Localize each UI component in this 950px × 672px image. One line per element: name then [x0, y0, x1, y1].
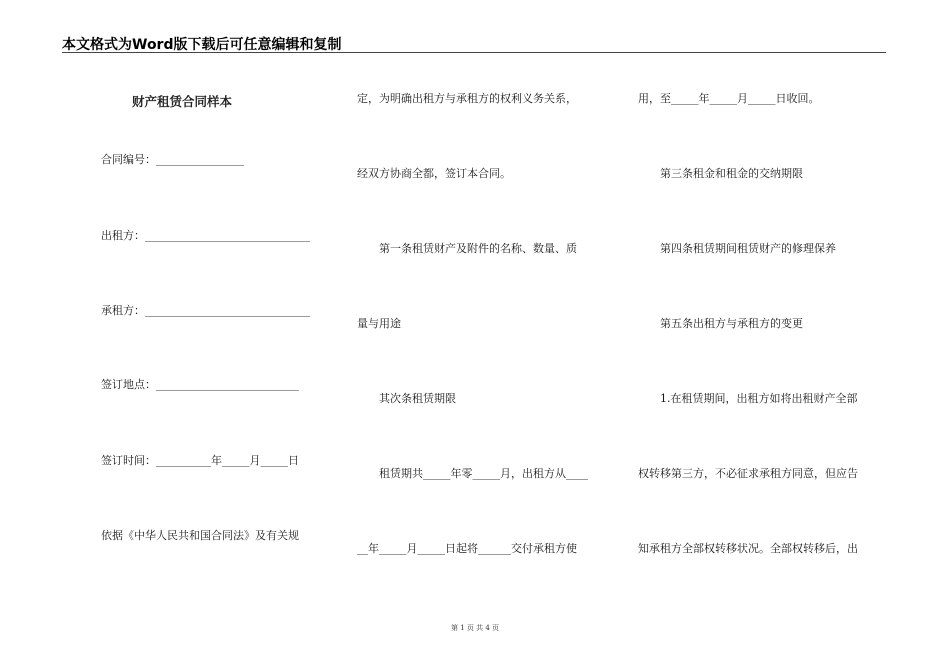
- page-header: 本文格式为Word版下载后可任意编辑和复制: [62, 37, 342, 53]
- lessee-line: 承租方：______________________________: [101, 304, 310, 317]
- col3-line-3: 第四条租赁期间租赁财产的修理保养: [638, 242, 836, 255]
- sign-time-line: 签订时间：__________年_____月_____日: [101, 454, 299, 467]
- col2-line-4: 量与用途: [357, 317, 401, 330]
- lessor-line: 出租方：______________________________: [101, 229, 310, 242]
- header-rule: [62, 52, 886, 53]
- col3-line-1: 用，至_____年_____月_____日收回。: [638, 92, 820, 105]
- col2-line-3: 第一条租赁财产及附件的名称、数量、质: [357, 242, 577, 255]
- col3-line-7: 知承租方全部权转移状况。全部权转移后，出: [638, 542, 858, 555]
- col3-line-4: 第五条出租方与承租方的变更: [638, 317, 803, 330]
- document-title: 财产租赁合同样本: [132, 94, 233, 109]
- col3-line-6: 权转移第三方，不必征求承租方同意，但应告: [638, 467, 858, 480]
- contract-number-line: 合同编号：________________: [101, 153, 244, 166]
- page-number-footer: 第 1 页 共 4 页: [450, 624, 500, 632]
- col3-line-5: 1.在租赁期间，出租方如将出租财产全部: [638, 392, 858, 405]
- col3-line-2: 第三条租金和租金的交纳期限: [638, 167, 803, 180]
- col2-line-7: __年_____月_____日起将______交付承租方使: [357, 542, 577, 555]
- basis-line: 依据《中华人民共和国合同法》及有关规: [101, 529, 299, 542]
- col2-line-2: 经双方协商全都，签订本合同。: [357, 167, 511, 180]
- col2-line-5: 其次条租赁期限: [357, 392, 456, 405]
- sign-place-line: 签订地点：__________________________: [101, 378, 299, 391]
- col2-line-6: 租赁期共_____年零_____月，出租方从____: [357, 467, 588, 480]
- col2-line-1: 定，为明确出租方与承租方的权利义务关系，: [357, 92, 577, 105]
